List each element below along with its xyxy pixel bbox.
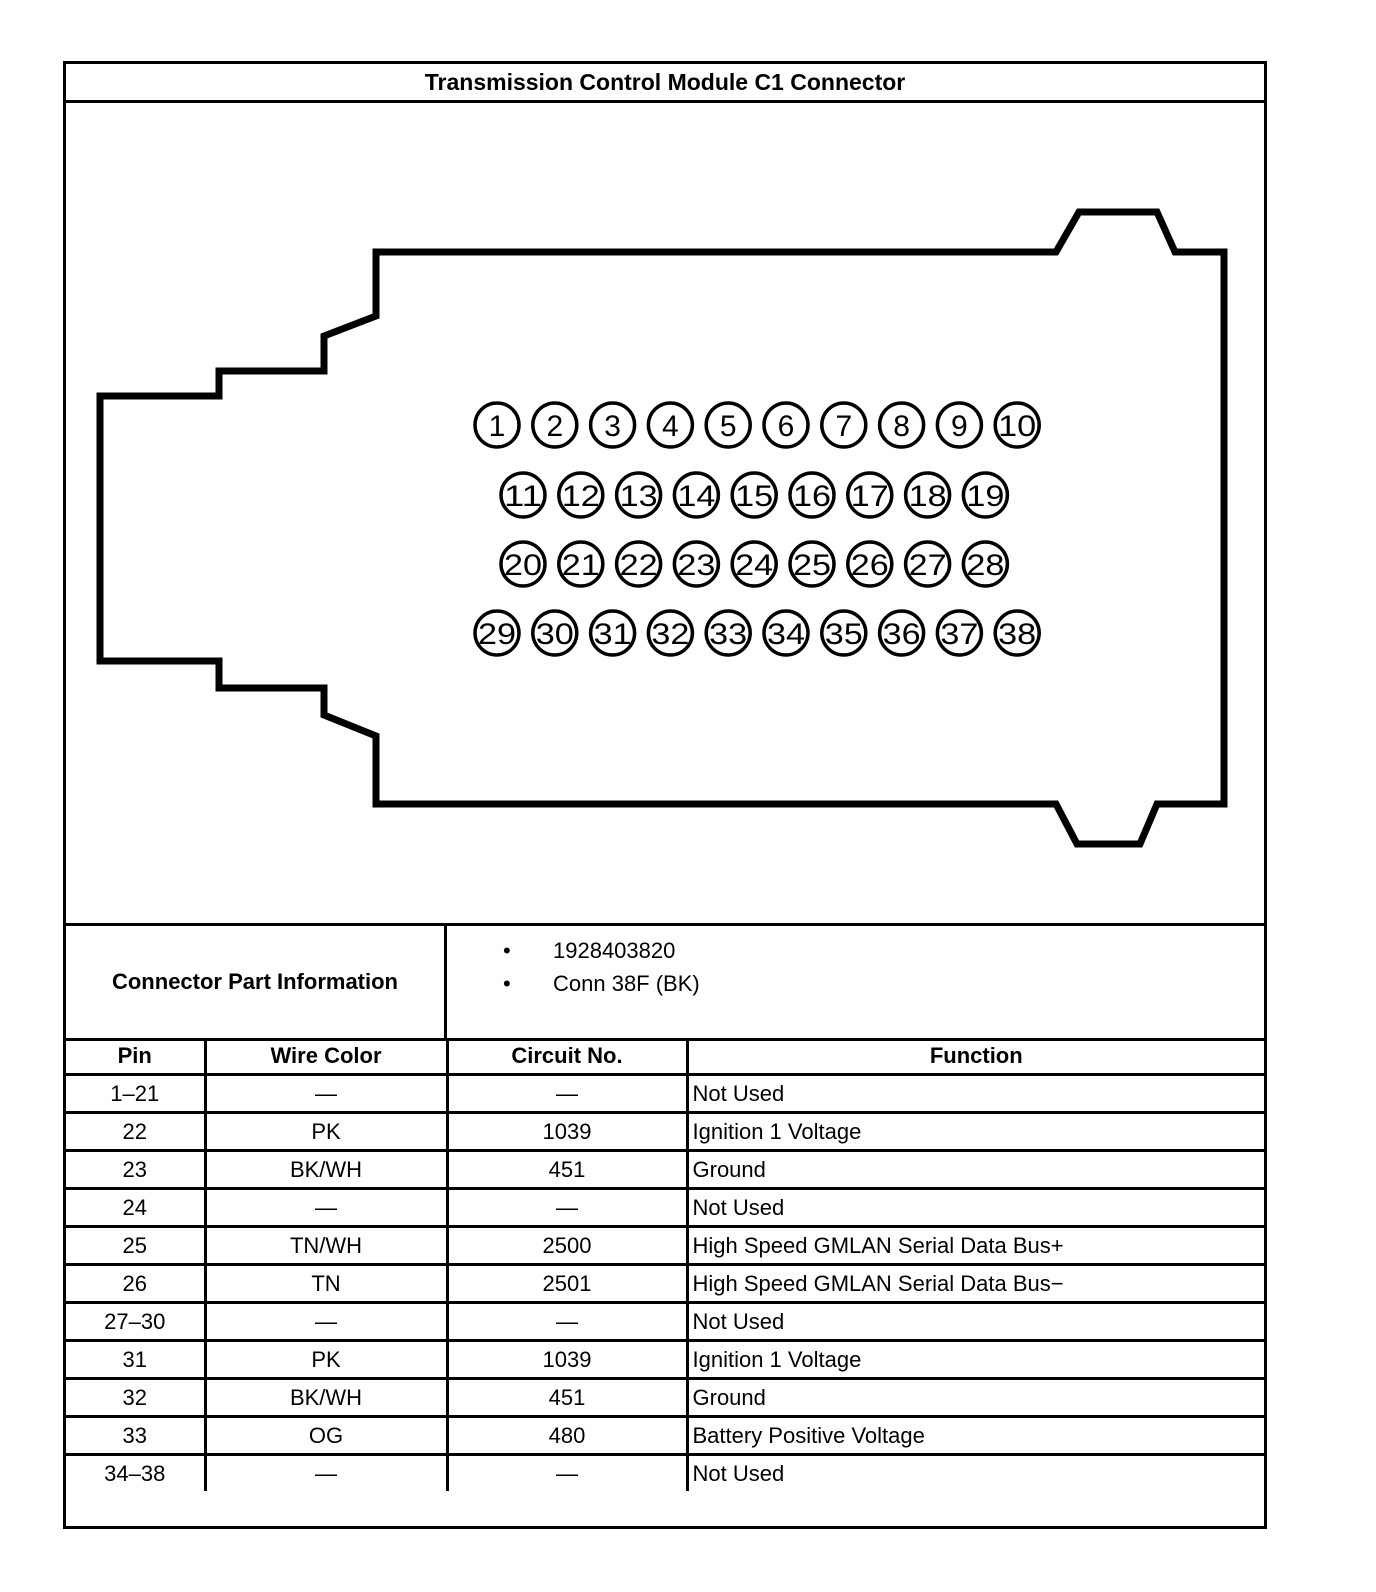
- pin-32-label: 32: [651, 618, 690, 651]
- pin-25-label: 25: [793, 549, 831, 582]
- cell-wire-color: —: [205, 1455, 447, 1492]
- cell-function: Not Used: [687, 1303, 1264, 1341]
- cell-circuit-no: —: [447, 1189, 687, 1227]
- cell-pin: 34–38: [66, 1455, 205, 1492]
- pin-8-label: 8: [893, 410, 910, 443]
- cell-wire-color: BK/WH: [205, 1379, 447, 1417]
- table-row: [66, 1227, 1264, 1265]
- cell-circuit-no: 1039: [447, 1341, 687, 1379]
- pin-7-label: 7: [835, 410, 853, 443]
- pin-15-label: 15: [735, 480, 774, 513]
- cell-pin: 1–21: [66, 1075, 205, 1113]
- table-row: [66, 1379, 1264, 1417]
- header-wire-color: Wire Color: [205, 1038, 447, 1075]
- pin-18-label: 18: [908, 480, 947, 513]
- cell-circuit-no: 451: [447, 1151, 687, 1189]
- cell-circuit-no: 2500: [447, 1227, 687, 1265]
- cell-pin: 27–30: [66, 1303, 205, 1341]
- pin-4-label: 4: [662, 410, 679, 443]
- pin-3-label: 3: [604, 410, 621, 443]
- table-row: [66, 1075, 1264, 1113]
- table-row: [66, 1189, 1264, 1227]
- pin-21-label: 21: [561, 549, 600, 582]
- connector-drawing: [66, 103, 1264, 923]
- cell-function: High Speed GMLAN Serial Data Bus−: [687, 1265, 1264, 1303]
- cell-pin: 33: [66, 1417, 205, 1455]
- cell-circuit-no: 480: [447, 1417, 687, 1455]
- pin-24-label: 24: [735, 549, 774, 582]
- pin-36-label: 36: [882, 618, 921, 651]
- table-row: [66, 1455, 1264, 1492]
- pin-12-label: 12: [561, 480, 600, 513]
- cell-circuit-no: 2501: [447, 1265, 687, 1303]
- cell-circuit-no: 451: [447, 1379, 687, 1417]
- table-row: [66, 1417, 1264, 1455]
- pin-19-label: 19: [966, 480, 1005, 513]
- cell-circuit-no: 1039: [447, 1113, 687, 1151]
- cell-wire-color: BK/WH: [205, 1151, 447, 1189]
- connector-face-svg: [66, 103, 1264, 923]
- cell-circuit-no: —: [447, 1303, 687, 1341]
- cell-function: Battery Positive Voltage: [687, 1417, 1264, 1455]
- cell-wire-color: PK: [205, 1113, 447, 1151]
- cell-function: Ground: [687, 1151, 1264, 1189]
- table-row: [66, 1113, 1264, 1151]
- cell-wire-color: OG: [205, 1417, 447, 1455]
- cell-circuit-no: —: [447, 1075, 687, 1113]
- pin-22-label: 22: [619, 549, 658, 582]
- cell-function: Ground: [687, 1379, 1264, 1417]
- cell-function: Not Used: [687, 1075, 1264, 1113]
- cell-wire-color: PK: [205, 1341, 447, 1379]
- pin-11-label: 11: [504, 480, 542, 513]
- cell-pin: 24: [66, 1189, 205, 1227]
- pin-20-label: 20: [504, 549, 542, 582]
- pin-17-label: 17: [850, 480, 889, 513]
- cell-circuit-no: —: [447, 1455, 687, 1492]
- header-pin: Pin: [66, 1038, 205, 1075]
- pin-34-label: 34: [767, 618, 805, 651]
- pin-1-label: 1: [488, 410, 506, 443]
- cell-function: High Speed GMLAN Serial Data Bus+: [687, 1227, 1264, 1265]
- cell-wire-color: —: [205, 1303, 447, 1341]
- table-row: [66, 1151, 1264, 1189]
- table-row: [66, 1341, 1264, 1379]
- cell-function: Not Used: [687, 1189, 1264, 1227]
- pin-35-label: 35: [824, 618, 863, 651]
- part-number: • 1928403820: [447, 934, 700, 967]
- cell-pin: 22: [66, 1113, 205, 1151]
- cell-pin: 32: [66, 1379, 205, 1417]
- connector-part-info: [66, 923, 1264, 1041]
- pin-layer: [475, 403, 1039, 655]
- connector-sheet: [63, 61, 1267, 1529]
- connector-outline: [100, 212, 1224, 844]
- pin-6-label: 6: [777, 410, 795, 443]
- pin-29-label: 29: [478, 618, 516, 651]
- cell-wire-color: TN/WH: [205, 1227, 447, 1265]
- header-circuit-no: Circuit No.: [447, 1038, 687, 1075]
- pin-28-label: 28: [966, 549, 1005, 582]
- header-function: Function: [687, 1038, 1264, 1075]
- page-title: Transmission Control Module C1 Connector: [66, 64, 1264, 103]
- pin-23-label: 23: [677, 549, 716, 582]
- pin-2-label: 2: [546, 410, 564, 443]
- pin-38-label: 38: [998, 618, 1037, 651]
- cell-function: Ignition 1 Voltage: [687, 1341, 1264, 1379]
- pin-26-label: 26: [850, 549, 889, 582]
- pin-30-label: 30: [535, 618, 574, 651]
- cell-wire-color: TN: [205, 1265, 447, 1303]
- cell-wire-color: —: [205, 1075, 447, 1113]
- pin-14-label: 14: [677, 480, 716, 513]
- pin-16-label: 16: [793, 480, 831, 513]
- connector-part-info-label: Connector Part Information: [66, 926, 447, 1038]
- cell-function: Not Used: [687, 1455, 1264, 1492]
- connector-part-info-list: [447, 934, 700, 1000]
- pin-31-label: 31: [593, 618, 632, 651]
- cell-pin: 23: [66, 1151, 205, 1189]
- cell-function: Ignition 1 Voltage: [687, 1113, 1264, 1151]
- pin-27-label: 27: [908, 549, 947, 582]
- pin-10-label: 10: [998, 410, 1037, 443]
- pin-9-label: 9: [951, 410, 968, 443]
- pin-5-label: 5: [719, 410, 737, 443]
- pin-33-label: 33: [709, 618, 748, 651]
- cell-pin: 25: [66, 1227, 205, 1265]
- pinout-table: [66, 1038, 1264, 1491]
- cell-pin: 26: [66, 1265, 205, 1303]
- connector-description: • Conn 38F (BK): [447, 967, 700, 1000]
- cell-pin: 31: [66, 1341, 205, 1379]
- table-row: [66, 1303, 1264, 1341]
- table-header-row: [66, 1038, 1264, 1075]
- pin-13-label: 13: [619, 480, 658, 513]
- cell-wire-color: —: [205, 1189, 447, 1227]
- pin-37-label: 37: [940, 618, 979, 651]
- table-row: [66, 1265, 1264, 1303]
